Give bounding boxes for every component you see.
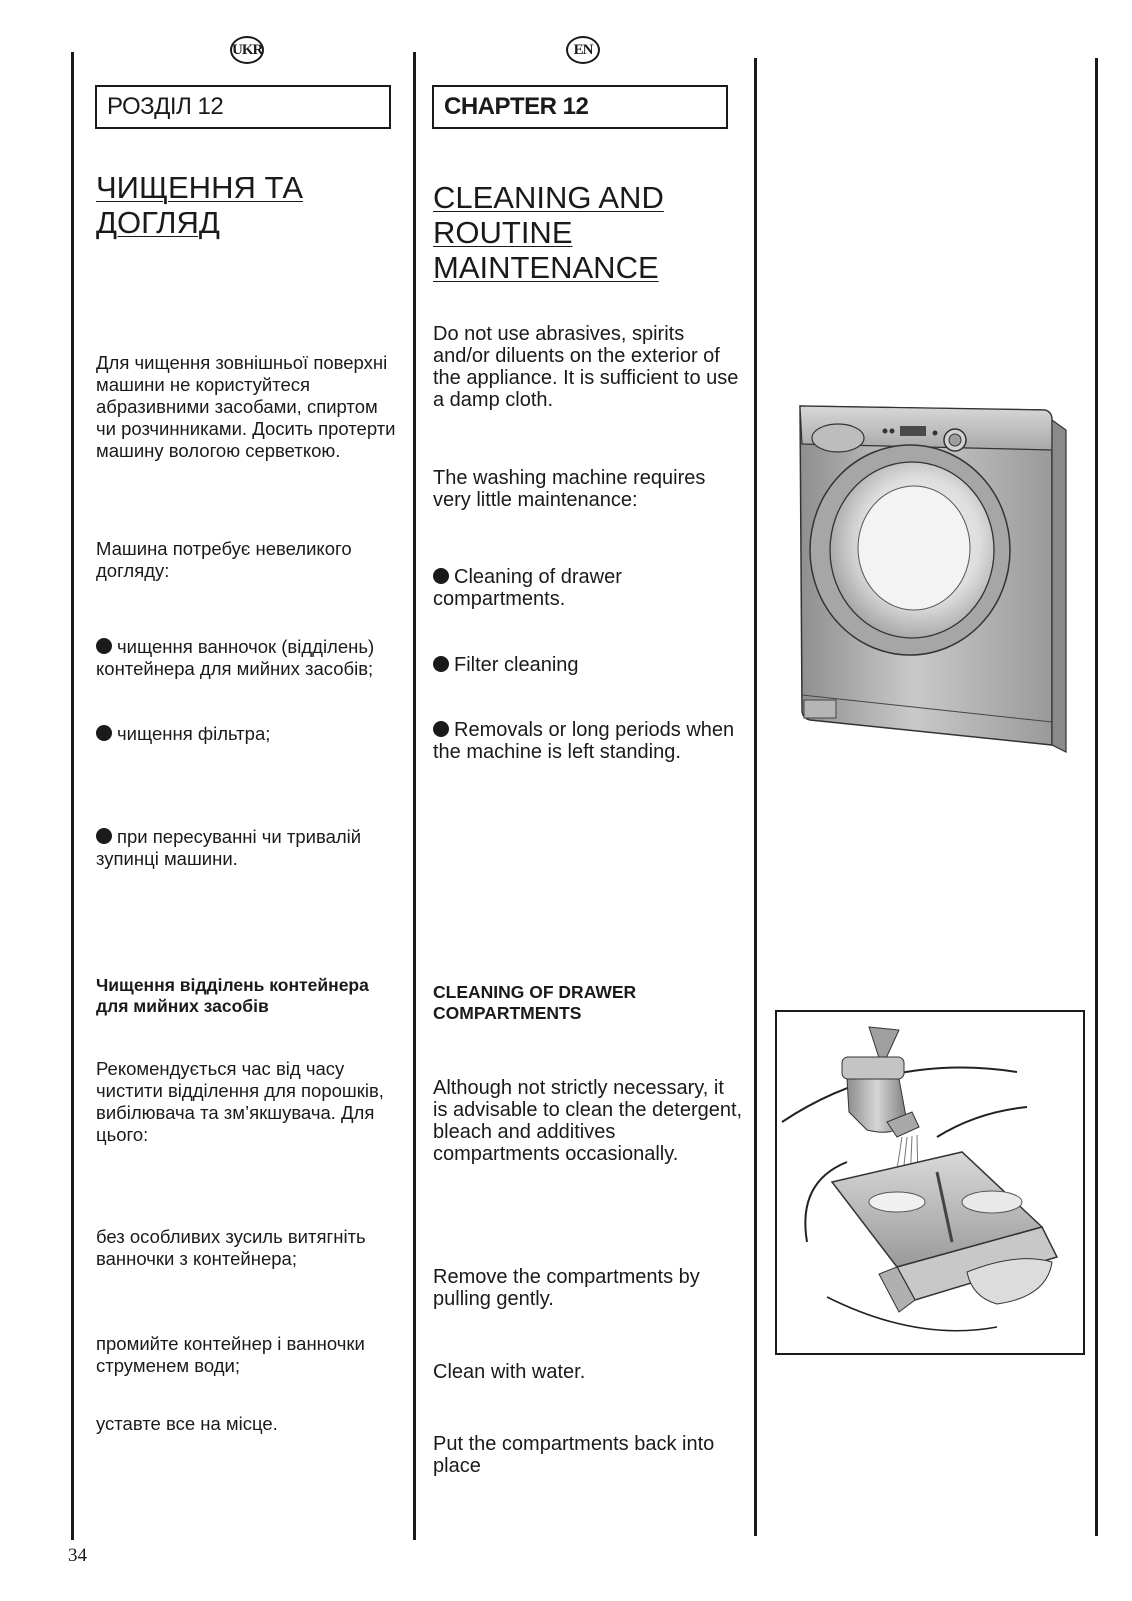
- column-rule-middle: [413, 52, 416, 1540]
- subheading-ukr: Чищення відділень контейнера для мийних засобів: [96, 975, 369, 1016]
- bullet-text: Removals or long periods when the machine is left standing.: [433, 719, 735, 763]
- bullet-text: Cleaning of drawer compartments.: [433, 566, 622, 610]
- drawer-paragraph-ukr: Рекомендується час від часу чистити відділення для порошків, вибілювача та зм’якшувача. Для цього:: [96, 1058, 384, 1145]
- bullet-icon: [96, 725, 112, 741]
- step-ukr-2: промийте контейнер і ванночки струменем води;: [96, 1333, 365, 1376]
- language-badge-en: EN: [566, 36, 600, 64]
- bullet-icon: [433, 568, 449, 584]
- bullet-item-ukr-1: [96, 636, 401, 680]
- section-title-en: CLEANING AND ROUTINE MAINTENANCE: [433, 180, 664, 285]
- bullet-item-en-1: [433, 566, 743, 610]
- language-badge-ukr: UKR: [230, 36, 264, 64]
- bullet-icon: [96, 828, 112, 844]
- bullet-item-en-3: [433, 719, 743, 763]
- tap-and-drawer-drawing: [777, 1012, 1082, 1352]
- step-en-2: Clean with water.: [433, 1361, 586, 1383]
- step-en-3: Put the compartments back into place: [433, 1433, 715, 1477]
- section-title-ukr: ЧИЩЕННЯ ТА ДОГЛЯД: [96, 170, 304, 240]
- step-en-1: Remove the compartments by pulling gently.: [433, 1266, 700, 1310]
- chapter-heading-ukr: РОЗДІЛ 12: [95, 85, 391, 129]
- maintenance-intro-en: The washing machine requires very little maintenance:: [433, 467, 706, 511]
- chapter-heading-en: CHAPTER 12: [432, 85, 728, 129]
- page-number: 34: [68, 1545, 87, 1566]
- intro-paragraph-ukr: Для чищення зовнішньої поверхні машини не користуйтеся абразивними засобами, спиртом чи розчинниками. Досить протерти машину вологою серветкою.: [96, 352, 396, 461]
- bullet-icon: [433, 721, 449, 737]
- bullet-item-ukr-2: [96, 723, 401, 745]
- column-rule-left: [71, 52, 74, 1540]
- step-ukr-3: уставте все на місце.: [96, 1413, 278, 1434]
- maintenance-intro-ukr: Машина потребує невеликого догляду:: [96, 538, 352, 581]
- drawer-paragraph-en: Although not strictly necessary, it is advisable to clean the detergent, bleach and additives compartments occasionally.: [433, 1077, 743, 1165]
- bullet-text: Filter cleaning: [454, 654, 579, 676]
- washing-machine-illustration: [790, 400, 1075, 765]
- drawer-cleaning-illustration: [775, 1010, 1085, 1355]
- column-rule-right: [754, 58, 757, 1536]
- bullet-icon: [433, 656, 449, 672]
- bullet-item-en-2: [433, 654, 743, 676]
- bullet-item-ukr-3: [96, 826, 401, 870]
- step-ukr-1: без особливих зусиль витягніть ванночки з контейнера;: [96, 1226, 366, 1269]
- column-rule-edge: [1095, 58, 1098, 1536]
- bullet-text: чищення фільтра;: [117, 723, 271, 744]
- bullet-text: чищення ванночок (відділень) контейнера для мийних засобів;: [96, 636, 375, 679]
- intro-paragraph-en: Do not use abrasives, spirits and/or diluents on the exterior of the appliance. It is sufficient to use a damp cloth.: [433, 323, 739, 411]
- bullet-text: при пересуванні чи тривалій зупинці машини.: [96, 826, 362, 869]
- subheading-en: CLEANING OF DRAWER COMPARTMENTS: [433, 982, 637, 1023]
- bullet-icon: [96, 638, 112, 654]
